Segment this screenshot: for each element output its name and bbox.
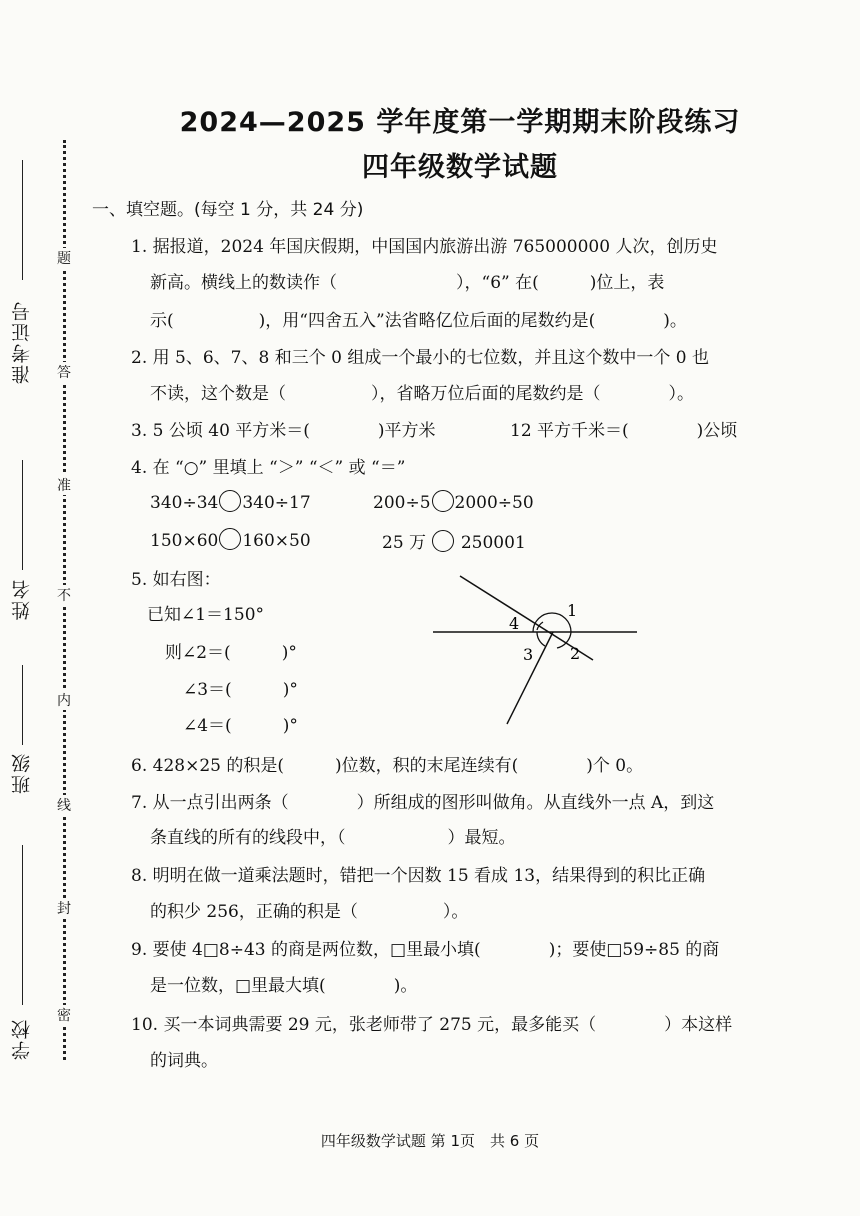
- seal-char: 题: [55, 248, 73, 268]
- question-6: 6. 428×25 的积是( )位数，积的末尾连续有( )个 0。: [131, 756, 644, 776]
- seal-char: 线: [55, 795, 73, 815]
- compare-item-c: [150, 528, 311, 551]
- compare-circle[interactable]: [432, 530, 454, 552]
- section-heading: 一、填空题。(每空 1 分，共 24 分): [92, 200, 364, 220]
- exam-title: 2024—2025 学年度第一学期期末阶段练习: [179, 107, 741, 138]
- compare-item-b: [373, 490, 534, 513]
- compare-circle[interactable]: [219, 528, 241, 550]
- compare-right: 160×50: [242, 531, 311, 551]
- question-1-line-2: 新高。横线上的数读作（ ），“6” 在( )位上，表: [150, 273, 665, 293]
- question-1-line-3: 示( )，用“四舍五入”法省略亿位后面的尾数约是( )。: [150, 311, 687, 331]
- question-5-angle-3: ∠3＝( )°: [183, 680, 298, 700]
- seal-char: 封: [55, 898, 73, 918]
- angle-arc-1: [533, 613, 571, 632]
- compare-left: 25 万: [382, 533, 427, 553]
- name-line: [22, 460, 23, 570]
- compare-item-d: [382, 528, 526, 553]
- exam-id-label: 准考证号: [11, 300, 33, 384]
- question-5-angle-4: ∠4＝( )°: [183, 716, 298, 736]
- angle-arc-3: [537, 632, 545, 646]
- seal-char: 内: [55, 690, 73, 710]
- question-9-line-1: 9. 要使 4□8÷43 的商是两位数，□里最小填( )；要使□59÷85 的商: [131, 940, 720, 960]
- seal-char: 不: [55, 585, 73, 605]
- compare-right: 250001: [460, 533, 526, 553]
- school-line: [22, 845, 23, 1005]
- angle-label-2: 2: [570, 644, 581, 663]
- compare-right: 2000÷50: [454, 493, 534, 513]
- question-3-part-1: 3. 5 公顷 40 平方米＝( )平方米: [131, 421, 436, 441]
- question-5-angle-2: 则∠2＝( )°: [165, 643, 297, 663]
- question-5-given: 已知∠1＝150°: [147, 605, 265, 625]
- class-line: [22, 665, 23, 745]
- compare-right: 340÷17: [242, 493, 311, 513]
- compare-circle[interactable]: [432, 490, 454, 512]
- question-5-stem: 5. 如右图：: [131, 570, 221, 590]
- question-3-part-2: 12 平方千米＝( )公顷: [510, 421, 738, 441]
- exam-subtitle: 四年级数学试题: [362, 152, 558, 183]
- question-10-line-2: 的词典。: [150, 1051, 218, 1071]
- question-9-line-2: 是一位数，□里最大填( )。: [150, 976, 418, 996]
- question-8-line-1: 8. 明明在做一道乘法题时，错把一个因数 15 看成 13，结果得到的积比正确: [131, 866, 706, 886]
- angle-figure: [425, 568, 645, 733]
- compare-left: 200÷5: [373, 493, 431, 513]
- name-label: 姓名: [11, 578, 33, 620]
- seal-char: 准: [55, 475, 73, 495]
- angle-label-1: 1: [567, 601, 578, 620]
- compare-left: 150×60: [150, 531, 219, 551]
- compare-left: 340÷34: [150, 493, 219, 513]
- question-10-line-1: 10. 买一本词典需要 29 元，张老师带了 275 元，最多能买（ ）本这样: [131, 1015, 733, 1035]
- compare-item-a: [150, 490, 311, 513]
- class-label: 班级: [11, 752, 33, 794]
- seal-char: 密: [55, 1005, 73, 1025]
- angle-label-4: 4: [509, 614, 520, 633]
- page-footer: 四年级数学试题 第 1页 共 6 页: [320, 1132, 540, 1150]
- question-8-line-2: 的积少 256，正确的积是（ ）。: [150, 902, 469, 922]
- question-7-line-2: 条直线的所有的线段中，（ ）最短。: [150, 828, 516, 848]
- exam-id-line: [22, 160, 23, 280]
- question-2-line-1: 2. 用 5、6、7、8 和三个 0 组成一个最小的七位数，并且这个数中一个 0 也: [131, 348, 709, 368]
- seal-char: 答: [55, 362, 73, 382]
- school-label: 学校: [11, 1018, 33, 1060]
- angle-label-3: 3: [523, 645, 534, 664]
- compare-circle[interactable]: [219, 490, 241, 512]
- question-2-line-2: 不读，这个数是（ ），省略万位后面的尾数约是（ ）。: [150, 384, 694, 404]
- question-4-stem: 4. 在 “○” 里填上 “＞” “＜” 或 “＝”: [131, 458, 406, 478]
- question-1-line-1: 1. 据报道，2024 年国庆假期，中国国内旅游出游 765000000 人次，创历史: [131, 237, 718, 257]
- question-7-line-1: 7. 从一点引出两条（ ）所组成的图形叫做角。从直线外一点 A，到这: [131, 793, 715, 813]
